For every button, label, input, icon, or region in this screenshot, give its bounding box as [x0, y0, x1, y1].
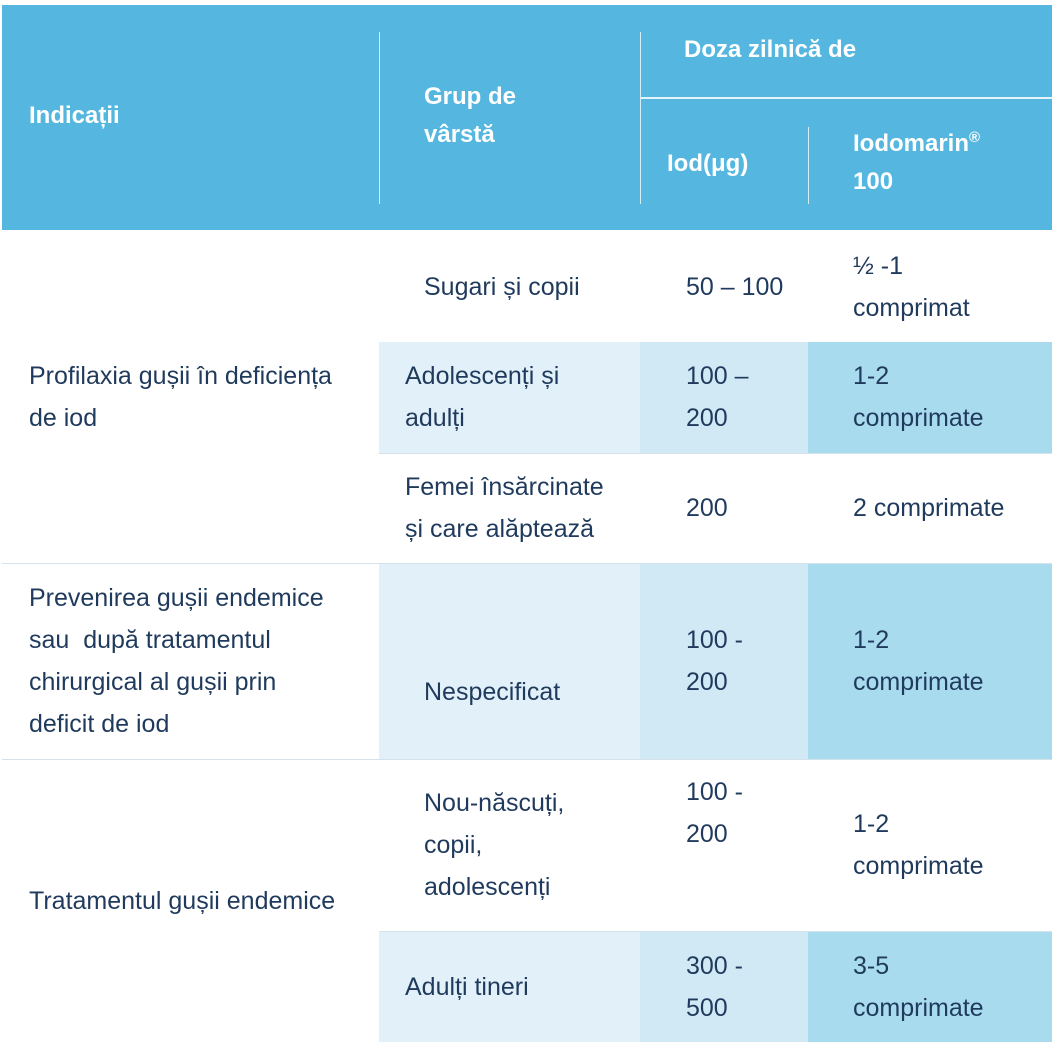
row-divider [2, 563, 1052, 564]
row-divider [379, 453, 1052, 454]
dose-cell: 2 comprimate [853, 494, 1005, 522]
header-divider [379, 32, 380, 204]
header-daily-dose: Doza zilnică de [684, 36, 857, 63]
header-indications: Indicații [29, 102, 120, 129]
iodine-cell: 50 – 100 [686, 273, 784, 301]
row-background [379, 564, 640, 759]
indication-cell: Prevenirea gușii endemice sau după tratamentul chirurgical al gușii prin deficit de iod [29, 584, 324, 738]
header-divider [640, 32, 641, 204]
age-group-cell: Sugari și copii [424, 273, 580, 301]
dose-cell: 3-5 comprimate [853, 952, 984, 1022]
age-group-cell: Nespecificat [424, 678, 561, 706]
header-age-group: Grup de vârstă [424, 83, 517, 148]
age-group-cell: Adulți tineri [405, 973, 529, 1001]
dose-cell: 1-2 comprimate [853, 810, 984, 880]
row-divider [379, 931, 1052, 932]
age-group-cell: Femei însărcinate și care alăptează [405, 473, 604, 543]
header-divider [808, 127, 809, 204]
age-group-cell: Nou-născuți, copii, adolescenți [424, 789, 565, 901]
header-product: Iodomarin® 100 [853, 129, 981, 195]
dose-cell: 1-2 comprimate [853, 362, 984, 432]
iodine-cell: 200 [686, 494, 728, 522]
row-divider [2, 759, 1052, 760]
age-group-cell: Adolescenți și adulți [405, 362, 560, 432]
indication-cell: Profilaxia gușii în deficiența de iod [29, 362, 332, 432]
header-iodine: Iod(μg) [667, 150, 749, 177]
dose-cell: 1-2 comprimate [853, 626, 984, 696]
iodine-cell: 100 - 200 [686, 626, 743, 696]
iodine-cell: 300 - 500 [686, 952, 743, 1022]
iodine-cell: 100 – 200 [686, 362, 749, 432]
iodine-cell: 100 - 200 [686, 778, 743, 848]
header-divider [641, 97, 1052, 99]
indication-cell: Tratamentul gușii endemice [29, 887, 336, 915]
dose-cell: ½ -1 comprimat [853, 252, 970, 322]
